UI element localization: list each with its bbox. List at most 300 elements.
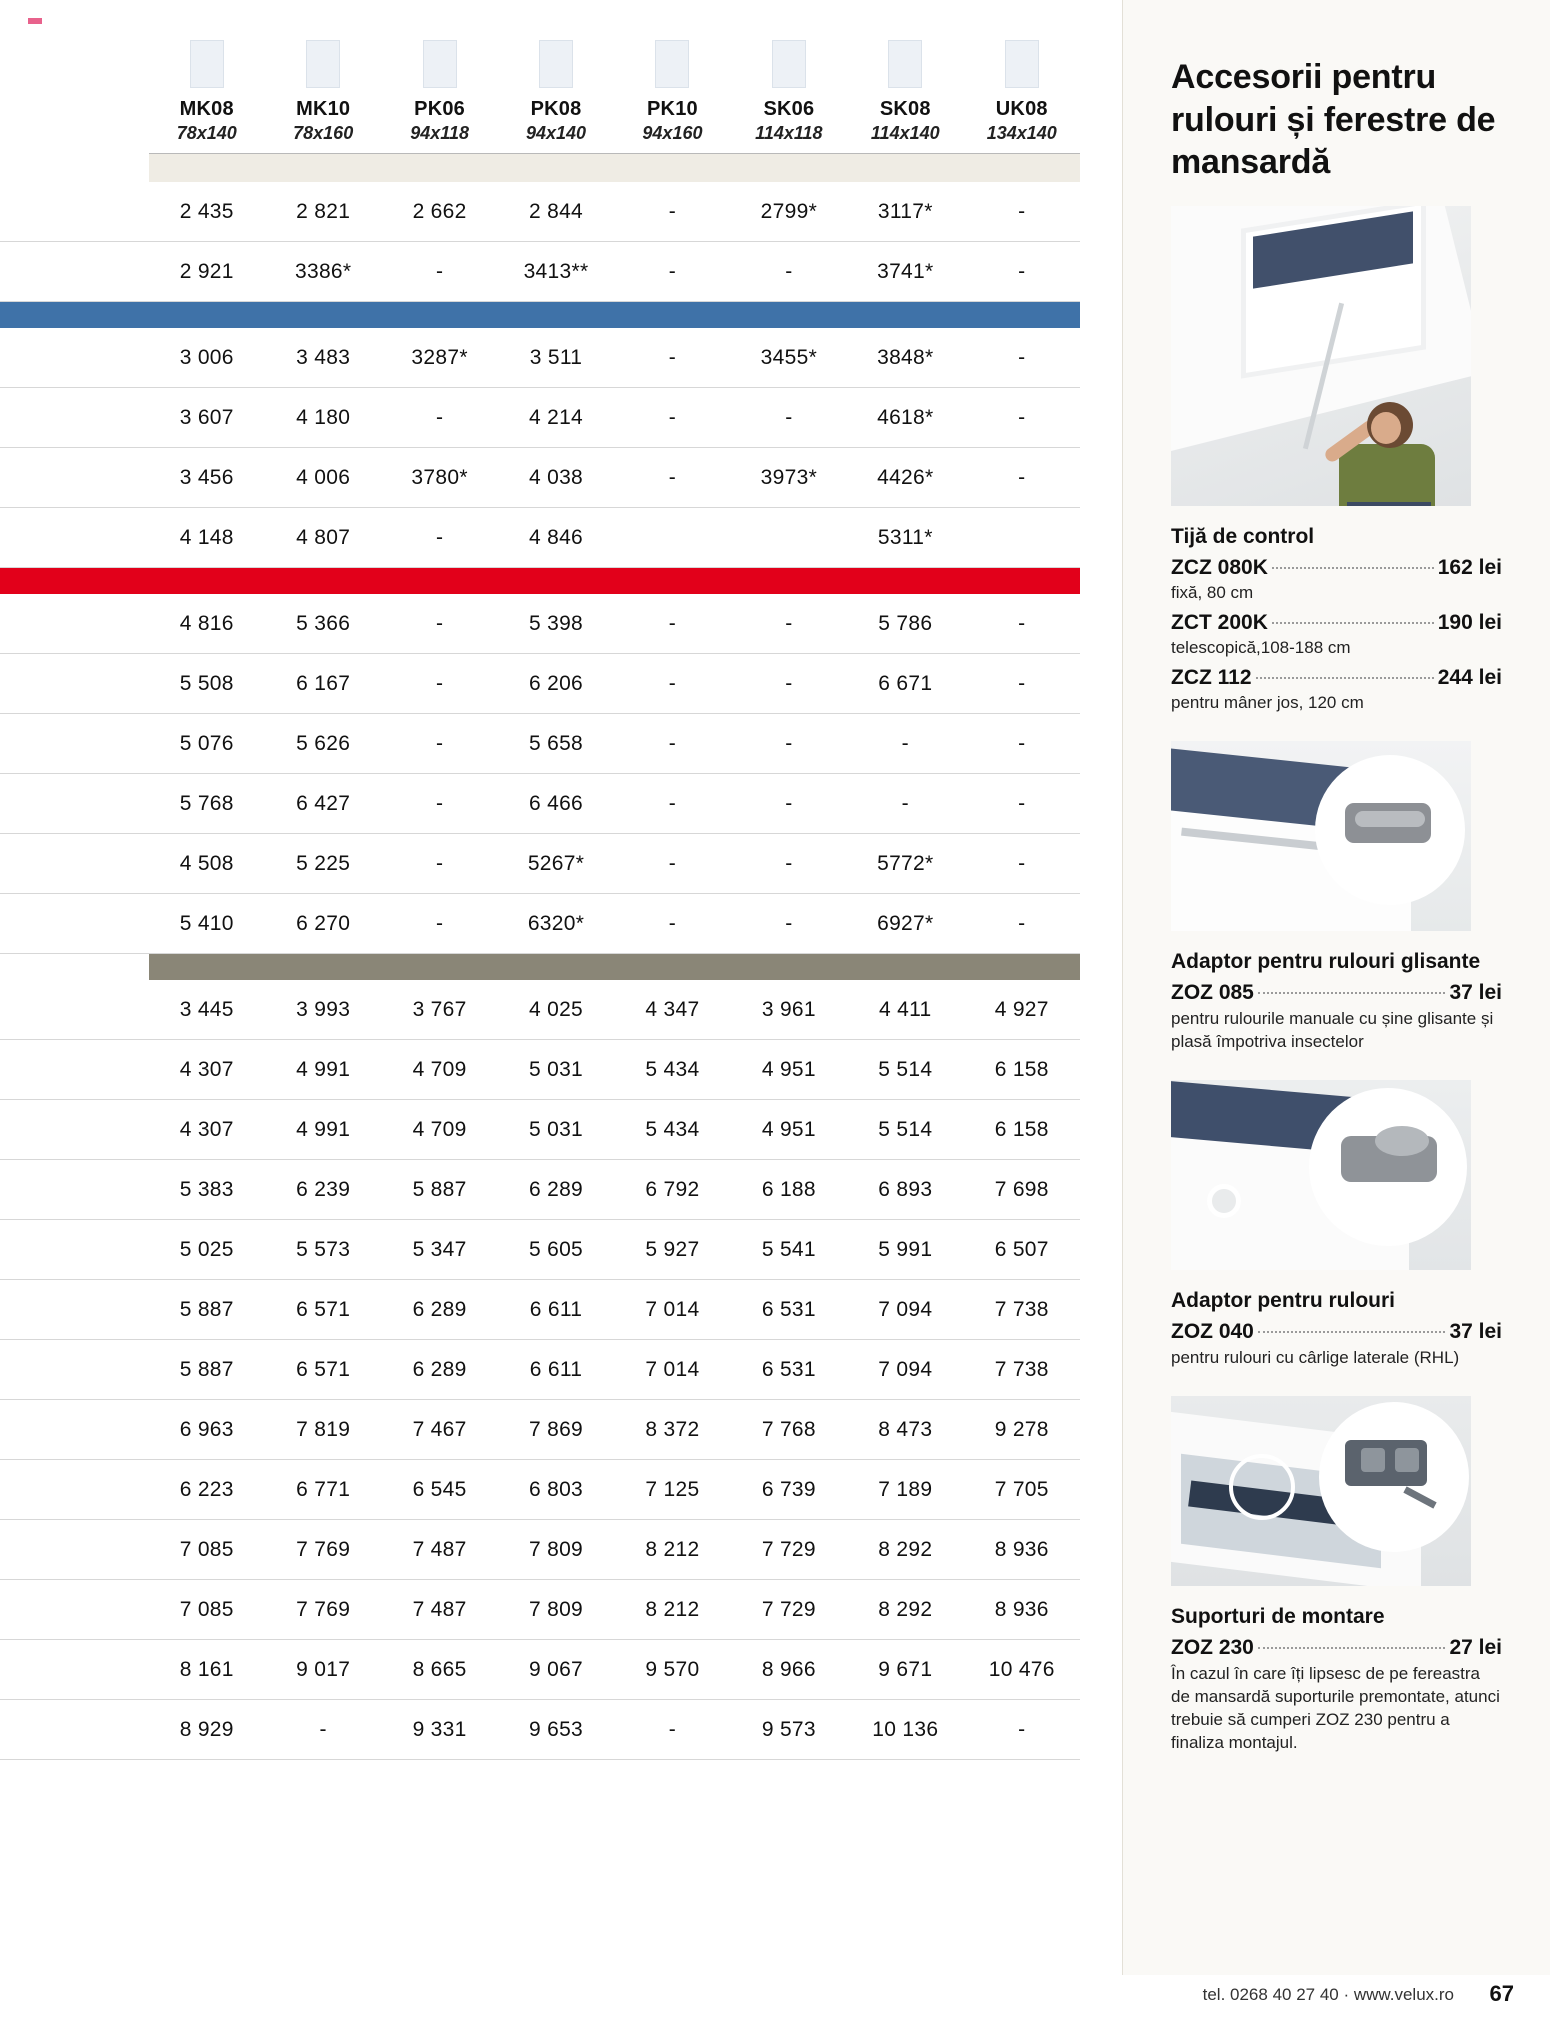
- price-cell: 4618*: [847, 388, 963, 448]
- price-cell: 5 541: [731, 1220, 847, 1280]
- price-cell: 7 768: [731, 1400, 847, 1460]
- price-cell: 6 239: [265, 1160, 381, 1220]
- price-cell: 3287*: [381, 328, 497, 388]
- price-cell: 6 427: [265, 774, 381, 834]
- column-code: PK08: [530, 98, 582, 120]
- row-label-cell: [0, 1460, 149, 1520]
- price-cell: 8 161: [149, 1640, 265, 1700]
- price-cell: -: [731, 388, 847, 448]
- price-cell: -: [964, 654, 1081, 714]
- price-cell: -: [964, 834, 1081, 894]
- price-cell: 9 653: [498, 1700, 614, 1760]
- price-cell: 4 411: [847, 980, 963, 1040]
- price-cell: -: [964, 714, 1081, 774]
- column-dimensions: 114x118: [755, 123, 823, 143]
- table-row: [0, 1280, 1080, 1340]
- price-cell: 5 573: [265, 1220, 381, 1280]
- price-cell: 9 570: [614, 1640, 730, 1700]
- product-code: ZCZ 112: [1171, 665, 1252, 689]
- price-cell: 5 410: [149, 894, 265, 954]
- price-cell: -: [614, 1700, 730, 1760]
- product-name-3: Suporturi de montare: [1171, 1604, 1385, 1628]
- price-cell: 3780*: [381, 448, 497, 508]
- price-cell: 8 212: [614, 1580, 730, 1640]
- column-dimensions: 94x160: [642, 123, 703, 143]
- row-label-cell: [0, 1280, 149, 1340]
- price-cell: 3973*: [731, 448, 847, 508]
- price-cell: 4 709: [381, 1040, 497, 1100]
- price-cell: 7 809: [498, 1520, 614, 1580]
- price-cell: -: [964, 448, 1081, 508]
- price-cell: 6 289: [381, 1340, 497, 1400]
- table-row: [0, 1340, 1080, 1400]
- price-cell: -: [265, 1700, 381, 1760]
- price-cell: 6 466: [498, 774, 614, 834]
- price-cell: 4 927: [964, 980, 1081, 1040]
- price-cell: 6 507: [964, 1220, 1081, 1280]
- price-cell: -: [381, 834, 497, 894]
- price-cell: 9 671: [847, 1640, 963, 1700]
- price-cell: 5 508: [149, 654, 265, 714]
- leader-dots: [1258, 1647, 1446, 1649]
- window-icon: [888, 40, 922, 88]
- row-label-cell: [0, 1580, 149, 1640]
- row-label-cell: [0, 328, 149, 388]
- table-row: [0, 182, 1080, 242]
- product-name-0: Tijă de control: [1171, 524, 1315, 548]
- price-cell: -: [964, 774, 1081, 834]
- row-label-cell: [0, 508, 149, 568]
- price-cell: -: [381, 388, 497, 448]
- table-row: [0, 1040, 1080, 1100]
- leader-dots: [1258, 992, 1446, 994]
- price-cell: 7 698: [964, 1160, 1081, 1220]
- price-cell: -: [847, 714, 963, 774]
- price-cell: 9 067: [498, 1640, 614, 1700]
- price-cell: 3 607: [149, 388, 265, 448]
- price-cell: 5 383: [149, 1160, 265, 1220]
- price-cell: 8 929: [149, 1700, 265, 1760]
- price-cell: -: [614, 388, 730, 448]
- column-code: SK06: [763, 98, 815, 120]
- price-cell: 4 846: [498, 508, 614, 568]
- product-price: 244 lei: [1437, 665, 1502, 689]
- column-header-pk06: [381, 40, 497, 154]
- price-cell: 3117*: [847, 182, 963, 242]
- price-cell: 5 031: [498, 1040, 614, 1100]
- price-cell: -: [847, 774, 963, 834]
- price-cell: 8 292: [847, 1520, 963, 1580]
- price-cell: 2 662: [381, 182, 497, 242]
- price-cell: 5 225: [265, 834, 381, 894]
- price-cell: 6 671: [847, 654, 963, 714]
- price-cell: 5267*: [498, 834, 614, 894]
- price-cell: -: [731, 594, 847, 654]
- window-icon: [655, 40, 689, 88]
- price-line-0-1: [1171, 611, 1502, 635]
- row-label-cell: [0, 1220, 149, 1280]
- header-blank-cell: [0, 40, 149, 154]
- price-cell: -: [964, 388, 1081, 448]
- price-cell: -: [964, 242, 1081, 302]
- row-label-cell: [0, 1700, 149, 1760]
- price-cell: 5 514: [847, 1040, 963, 1100]
- price-cell: 4 006: [265, 448, 381, 508]
- category-band-blue: [0, 302, 1080, 328]
- product-code: ZOZ 085: [1171, 980, 1254, 1004]
- price-cell: 6 158: [964, 1040, 1081, 1100]
- price-cell: -: [964, 182, 1081, 242]
- price-cell: 7 869: [498, 1400, 614, 1460]
- row-label-cell: [0, 834, 149, 894]
- column-dimensions: 78x140: [176, 123, 237, 143]
- price-cell: 4 214: [498, 388, 614, 448]
- price-cell: -: [731, 834, 847, 894]
- price-cell: 7 769: [265, 1520, 381, 1580]
- price-cell: 3741*: [847, 242, 963, 302]
- price-cell: 7 487: [381, 1520, 497, 1580]
- product-price: 27 lei: [1449, 1636, 1502, 1660]
- price-cell: 5 434: [614, 1100, 730, 1160]
- price-cell: 10 136: [847, 1700, 963, 1760]
- photo-mounting-brackets: [1171, 1396, 1471, 1586]
- column-code: MK10: [296, 98, 351, 120]
- band-label-cell: [0, 568, 149, 594]
- price-cell: 3 993: [265, 980, 381, 1040]
- band-fill: [149, 954, 1080, 980]
- table-row: [0, 774, 1080, 834]
- row-label-cell: [0, 1160, 149, 1220]
- price-cell: 6 289: [381, 1280, 497, 1340]
- price-cell: 4 025: [498, 980, 614, 1040]
- row-label-cell: [0, 894, 149, 954]
- price-cell: 5 658: [498, 714, 614, 774]
- price-cell: 6 158: [964, 1100, 1081, 1160]
- band-label-cell: [0, 954, 149, 980]
- price-cell: 4426*: [847, 448, 963, 508]
- price-cell: 9 331: [381, 1700, 497, 1760]
- price-cell: 2 435: [149, 182, 265, 242]
- table-row: [0, 508, 1080, 568]
- price-cell: 6927*: [847, 894, 963, 954]
- price-cell: 3 483: [265, 328, 381, 388]
- row-label-cell: [0, 1340, 149, 1400]
- price-cell: 10 476: [964, 1640, 1081, 1700]
- price-cell: -: [731, 654, 847, 714]
- price-cell: [731, 508, 847, 568]
- price-cell: -: [614, 182, 730, 242]
- price-table-body: [0, 154, 1080, 1760]
- photo-roller-adapter: [1171, 1080, 1471, 1270]
- price-cell: 7 094: [847, 1280, 963, 1340]
- price-cell: 7 738: [964, 1340, 1081, 1400]
- column-header-pk08: [498, 40, 614, 154]
- price-cell: 7 729: [731, 1520, 847, 1580]
- row-label-cell: [0, 242, 149, 302]
- band-fill: [149, 154, 1080, 182]
- price-cell: -: [964, 594, 1081, 654]
- table-row: [0, 242, 1080, 302]
- price-cell: 3455*: [731, 328, 847, 388]
- product-code: ZCZ 080K: [1171, 555, 1268, 579]
- price-cell: 7 487: [381, 1580, 497, 1640]
- table-row: [0, 1580, 1080, 1640]
- row-label-cell: [0, 594, 149, 654]
- price-cell: -: [614, 594, 730, 654]
- price-cell: 4 307: [149, 1100, 265, 1160]
- column-header-uk08: [964, 40, 1081, 154]
- price-cell: 3 445: [149, 980, 265, 1040]
- price-cell: -: [964, 1700, 1081, 1760]
- price-cell: 4 807: [265, 508, 381, 568]
- price-cell: 2 921: [149, 242, 265, 302]
- price-line-0-2: [1171, 666, 1502, 690]
- row-label-cell: [0, 774, 149, 834]
- price-cell: 6 571: [265, 1340, 381, 1400]
- price-line-3-0: [1171, 1636, 1502, 1660]
- table-row: [0, 1160, 1080, 1220]
- footer-contact: tel. 0268 40 27 40 · www.velux.ro: [1202, 1985, 1454, 2004]
- price-cell: -: [614, 654, 730, 714]
- price-cell: -: [381, 714, 497, 774]
- band-fill: [149, 302, 1080, 328]
- row-label-cell: [0, 1100, 149, 1160]
- price-cell: 2 844: [498, 182, 614, 242]
- window-icon: [306, 40, 340, 88]
- price-table: [0, 40, 1080, 1760]
- price-cell: 5 626: [265, 714, 381, 774]
- column-code: PK10: [647, 98, 698, 120]
- table-row: [0, 1520, 1080, 1580]
- row-label-cell: [0, 448, 149, 508]
- table-row: [0, 654, 1080, 714]
- price-cell: 2799*: [731, 182, 847, 242]
- price-cell: 6 771: [265, 1460, 381, 1520]
- price-cell: 5 768: [149, 774, 265, 834]
- price-cell: 5 076: [149, 714, 265, 774]
- price-cell: -: [614, 774, 730, 834]
- price-cell: 3 456: [149, 448, 265, 508]
- price-cell: 3 511: [498, 328, 614, 388]
- product-price: 162 lei: [1437, 555, 1502, 579]
- price-cell: 4 816: [149, 594, 265, 654]
- price-cell: 8 372: [614, 1400, 730, 1460]
- price-line-2-0: [1171, 1320, 1502, 1344]
- window-icon: [772, 40, 806, 88]
- price-cell: 6320*: [498, 894, 614, 954]
- price-cell: 6 531: [731, 1340, 847, 1400]
- price-cell: 7 014: [614, 1280, 730, 1340]
- table-row: [0, 1700, 1080, 1760]
- price-cell: -: [614, 328, 730, 388]
- product-name-2: Adaptor pentru rulouri: [1171, 1288, 1395, 1312]
- accessories-sidebar: [1122, 0, 1550, 1975]
- price-cell: 6 545: [381, 1460, 497, 1520]
- price-cell: 6 188: [731, 1160, 847, 1220]
- price-cell: -: [381, 654, 497, 714]
- price-cell: 6 571: [265, 1280, 381, 1340]
- price-cell: 7 738: [964, 1280, 1081, 1340]
- table-row: [0, 1640, 1080, 1700]
- price-cell: 6 963: [149, 1400, 265, 1460]
- price-cell: 7 094: [847, 1340, 963, 1400]
- category-band-grey: [0, 954, 1080, 980]
- price-cell: 3 006: [149, 328, 265, 388]
- price-cell: 8 966: [731, 1640, 847, 1700]
- table-row: [0, 328, 1080, 388]
- product-desc-1-0: pentru rulourile manuale cu șine glisante și plasă împotriva insectelor: [1171, 1008, 1494, 1051]
- price-cell: 7 819: [265, 1400, 381, 1460]
- product-desc-0-2: pentru mâner jos, 120 cm: [1171, 692, 1364, 712]
- price-line-0-0: [1171, 556, 1502, 580]
- price-cell: -: [964, 328, 1081, 388]
- price-cell: [964, 508, 1081, 568]
- product-code: ZCT 200K: [1171, 610, 1268, 634]
- table-row: [0, 834, 1080, 894]
- category-band-red: [0, 568, 1080, 594]
- price-cell: -: [614, 894, 730, 954]
- price-cell: 3386*: [265, 242, 381, 302]
- price-cell: 8 665: [381, 1640, 497, 1700]
- column-dimensions: 78x160: [293, 123, 354, 143]
- band-fill: [149, 568, 1080, 594]
- price-cell: -: [614, 242, 730, 302]
- column-code: UK08: [995, 98, 1048, 120]
- window-icon: [423, 40, 457, 88]
- price-cell: -: [614, 714, 730, 774]
- table-row: [0, 448, 1080, 508]
- product-desc-2-0: pentru rulouri cu cârlige laterale (RHL): [1171, 1347, 1460, 1367]
- price-cell: 7 809: [498, 1580, 614, 1640]
- price-cell: 5 514: [847, 1100, 963, 1160]
- price-cell: 4 038: [498, 448, 614, 508]
- price-cell: 5 398: [498, 594, 614, 654]
- page-marker-icon: [28, 18, 42, 24]
- window-icon: [1005, 40, 1039, 88]
- product-code: ZOZ 230: [1171, 1636, 1254, 1660]
- price-cell: -: [964, 894, 1081, 954]
- product-price: 37 lei: [1449, 980, 1502, 1004]
- price-cell: 5 887: [149, 1280, 265, 1340]
- price-cell: 5 927: [614, 1220, 730, 1280]
- price-cell: 6 206: [498, 654, 614, 714]
- price-cell: 4 180: [265, 388, 381, 448]
- price-cell: 8 212: [614, 1520, 730, 1580]
- price-cell: 5 991: [847, 1220, 963, 1280]
- price-cell: -: [381, 508, 497, 568]
- price-cell: 6 611: [498, 1340, 614, 1400]
- leader-dots: [1272, 622, 1434, 624]
- price-cell: 5 366: [265, 594, 381, 654]
- leader-dots: [1256, 677, 1434, 679]
- price-cell: 5 025: [149, 1220, 265, 1280]
- table-row: [0, 1100, 1080, 1160]
- price-cell: 4 951: [731, 1040, 847, 1100]
- sidebar-title: Accesorii pentru rulouri și ferestre de mansardă: [1171, 58, 1496, 181]
- price-cell: -: [731, 774, 847, 834]
- price-cell: 5 605: [498, 1220, 614, 1280]
- price-cell: -: [614, 448, 730, 508]
- photo-sliding-adapter: [1171, 741, 1471, 931]
- price-cell: 4 991: [265, 1100, 381, 1160]
- column-header-mk08: [149, 40, 265, 154]
- price-cell: 4 347: [614, 980, 730, 1040]
- price-cell: 7 467: [381, 1400, 497, 1460]
- photo-control-rod: [1171, 206, 1471, 506]
- row-label-cell: [0, 1400, 149, 1460]
- table-row: [0, 1460, 1080, 1520]
- price-cell: 5772*: [847, 834, 963, 894]
- price-cell: 5311*: [847, 508, 963, 568]
- column-header-pk10: [614, 40, 730, 154]
- price-cell: -: [614, 834, 730, 894]
- leader-dots: [1272, 567, 1434, 569]
- price-line-1-0: [1171, 981, 1502, 1005]
- row-label-cell: [0, 1040, 149, 1100]
- product-code: ZOZ 040: [1171, 1319, 1254, 1343]
- price-cell: 7 085: [149, 1520, 265, 1580]
- table-row: [0, 1220, 1080, 1280]
- table-row: [0, 894, 1080, 954]
- price-cell: 6 531: [731, 1280, 847, 1340]
- price-cell: 6 792: [614, 1160, 730, 1220]
- product-price: 190 lei: [1437, 610, 1502, 634]
- price-cell: 5 347: [381, 1220, 497, 1280]
- table-row: [0, 1400, 1080, 1460]
- price-cell: -: [381, 774, 497, 834]
- row-label-cell: [0, 980, 149, 1040]
- product-desc-0-1: telescopică,108-188 cm: [1171, 637, 1351, 657]
- price-cell: 8 292: [847, 1580, 963, 1640]
- price-cell: 3413**: [498, 242, 614, 302]
- price-cell: 7 189: [847, 1460, 963, 1520]
- product-desc-0-0: fixă, 80 cm: [1171, 582, 1254, 602]
- price-cell: 4 148: [149, 508, 265, 568]
- row-label-cell: [0, 182, 149, 242]
- row-label-cell: [0, 1640, 149, 1700]
- price-cell: 7 085: [149, 1580, 265, 1640]
- band-label-cell: [0, 154, 149, 182]
- price-cell: -: [381, 594, 497, 654]
- window-icon: [190, 40, 224, 88]
- price-cell: 9 017: [265, 1640, 381, 1700]
- row-label-cell: [0, 714, 149, 774]
- price-cell: 6 893: [847, 1160, 963, 1220]
- price-cell: [614, 508, 730, 568]
- column-header-mk10: [265, 40, 381, 154]
- price-cell: 7 769: [265, 1580, 381, 1640]
- price-cell: 7 729: [731, 1580, 847, 1640]
- page-number: 67: [1489, 1981, 1514, 2006]
- product-price: 37 lei: [1449, 1319, 1502, 1343]
- price-cell: 5 434: [614, 1040, 730, 1100]
- column-code: PK06: [414, 98, 466, 120]
- price-cell: 4 991: [265, 1040, 381, 1100]
- price-cell: 6 611: [498, 1280, 614, 1340]
- column-dimensions: 114x140: [870, 123, 940, 143]
- price-cell: 4 951: [731, 1100, 847, 1160]
- price-cell: -: [381, 242, 497, 302]
- table-row: [0, 714, 1080, 774]
- leader-dots: [1258, 1331, 1446, 1333]
- price-table-header: [0, 40, 1080, 154]
- column-dimensions: 94x118: [410, 123, 469, 143]
- product-desc-3-0: În cazul în care îți lipsesc de pe fereastra de mansardă suporturile premontate, atunci trebuie să cumperi ZOZ 230 pentru a finaliza montajul.: [1171, 1664, 1500, 1752]
- table-row: [0, 388, 1080, 448]
- window-icon: [539, 40, 573, 88]
- row-label-cell: [0, 1520, 149, 1580]
- price-cell: 8 936: [964, 1520, 1081, 1580]
